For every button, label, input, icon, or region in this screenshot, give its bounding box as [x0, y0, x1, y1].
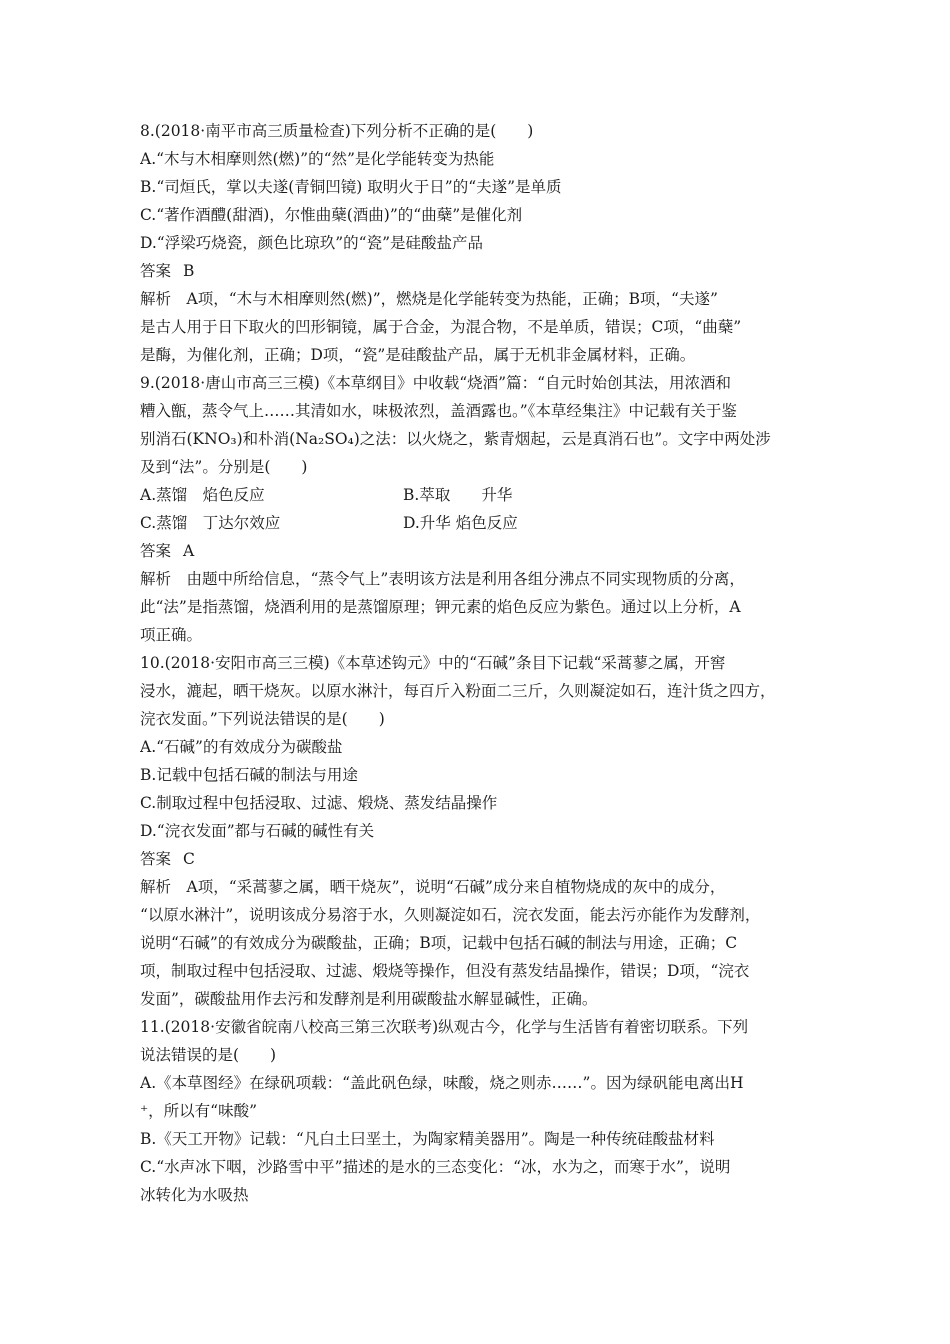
question-11-option-line: B.《天工开物》记载：“凡白土曰垩土，为陶家精美器用”。陶是一种传统硅酸盐材料 — [140, 1130, 715, 1148]
question-10-option-d: D.“浣衣发面”都与石碱的碱性有关 — [140, 822, 375, 840]
question-9-stem-line: 糟入甑，蒸令气上……其清如水，味极浓烈，盖酒露也。”《本草经集注》中记载有关于鉴 — [140, 402, 737, 420]
question-9-stem-line: 及到“法”。分别是( ) — [140, 458, 308, 476]
question-9-option-b: B.萃取 升华 — [403, 486, 513, 504]
question-9-analysis-line: 此“法”是指蒸馏，烧酒利用的是蒸馏原理；钾元素的焰色反应为紫色。通过以上分析，A — [140, 598, 741, 616]
question-8-option-a: A.“木与木相摩则然(燃)”的“然”是化学能转变为热能 — [140, 150, 495, 168]
question-9-option-c: C.蒸馏 丁达尔效应 — [140, 514, 281, 532]
question-10-option-c: C.制取过程中包括浸取、过滤、煅烧、蒸发结晶操作 — [140, 794, 498, 812]
question-11-option-line: A.《本草图经》在绿矾项载：“盖此矾色绿，味酸，烧之则赤……”。因为绿矾能电离出H — [140, 1074, 744, 1092]
question-10-option-a: A.“石碱”的有效成分为碳酸盐 — [140, 738, 343, 756]
answer-label: 答案 — [140, 542, 172, 560]
question-10-analysis-line: “以原水淋汁”，说明该成分易溶于水，久则凝淀如石，浣衣发面，能去污亦能作为发酵剂， — [140, 906, 761, 924]
question-9-stem-line: 别消石(KNO₃)和朴消(Na₂SO₄)之法：以火烧之，紫青烟起，云是真消石也”。文字中两处涉 — [140, 430, 771, 448]
question-10-stem-line: 浣衣发面。”下列说法错误的是( ) — [140, 710, 385, 728]
question-8-option-d: D.“浮梁巧烧瓷，颜色比琼玖”的“瓷”是硅酸盐产品 — [140, 234, 483, 252]
question-11-option-line: 冰转化为水吸热 — [140, 1186, 249, 1204]
question-9-option-d: D.升华 焰色反应 — [403, 514, 518, 532]
question-8-analysis-line: 是古人用于日下取火的凹形铜镜，属于合金，为混合物，不是单质，错误；C项，“曲蘖” — [140, 318, 742, 336]
question-11-stem-line: 11.(2018·安徽省皖南八校高三第三次联考)纵观古今，化学与生活皆有着密切联系。下列 — [140, 1018, 749, 1036]
question-10-option-b: B.记载中包括石碱的制法与用途 — [140, 766, 358, 784]
answer-label: 答案 — [140, 262, 172, 280]
question-8-stem: 8.(2018·南平市高三质量检查)下列分析不正确的是( ) — [140, 122, 534, 140]
answer-value: B — [183, 262, 195, 280]
question-10-analysis-line: 项，制取过程中包括浸取、过滤、煅烧等操作，但没有蒸发结晶操作，错误；D项，“浣衣 — [140, 962, 750, 980]
question-8-answer — [140, 257, 830, 285]
answer-value: C — [183, 850, 195, 868]
question-10-analysis-line: 说明“石碱”的有效成分为碳酸盐，正确；B项，记载中包括石碱的制法与用途，正确；C — [140, 934, 738, 952]
answer-label: 答案 — [140, 850, 172, 868]
question-content — [140, 117, 830, 1209]
question-11-stem-line: 说法错误的是( ) — [140, 1046, 277, 1064]
question-10-stem-line: 浸水，漉起，晒干烧灰。以原水淋汁，每百斤入粉面二三斤，久则凝淀如石，连汁货之四方， — [140, 682, 776, 700]
question-8-option-c: C.“著作酒醴(甜酒)，尔惟曲蘖(酒曲)”的“曲蘖”是催化剂 — [140, 206, 523, 224]
question-10-answer — [140, 845, 830, 873]
question-8-analysis-line: 是酶，为催化剂，正确；D项，“瓷”是硅酸盐产品，属于无机非金属材料，正确。 — [140, 346, 696, 364]
question-9-options-row — [140, 509, 830, 537]
question-9-stem-line: 9.(2018·唐山市高三三模)《本草纲目》中收载“烧酒”篇：“自元时始创其法，用浓酒和 — [140, 374, 732, 392]
question-10-analysis-line: 解析 A项，“采蒿蓼之属，晒干烧灰”，说明“石碱”成分来自植物烧成的灰中的成分， — [140, 878, 726, 896]
question-10-analysis-line: 发面”，碳酸盐用作去污和发酵剂是利用碳酸盐水解显碱性，正确。 — [140, 990, 598, 1008]
answer-value: A — [183, 542, 195, 560]
question-9-analysis-line: 解析 由题中所给信息，“蒸令气上”表明该方法是利用各组分沸点不同实现物质的分离， — [140, 570, 745, 588]
question-9-options-row — [140, 481, 830, 509]
question-9-option-a: A.蒸馏 焰色反应 — [140, 486, 265, 504]
question-10-stem-line: 10.(2018·安阳市高三三模)《本草述钩元》中的“石碱”条目下记载“采蒿蓼之属，开窖 — [140, 654, 726, 672]
question-9-answer — [140, 537, 830, 565]
question-9-analysis-line: 项正确。 — [140, 626, 203, 644]
question-11-option-line: C.“水声冰下咽，沙路雪中平”描述的是水的三态变化：“冰，水为之，而寒于水”，说明 — [140, 1158, 731, 1176]
question-8-option-b: B.“司烜氏，掌以夫遂(青铜凹镜) 取明火于日”的“夫遂”是单质 — [140, 178, 562, 196]
question-11-option-line: ⁺，所以有“味酸” — [140, 1102, 258, 1120]
question-8-analysis-line: 解析 A项，“木与木相摩则然(燃)”，燃烧是化学能转变为热能，正确；B项，“夫遂” — [140, 290, 718, 308]
